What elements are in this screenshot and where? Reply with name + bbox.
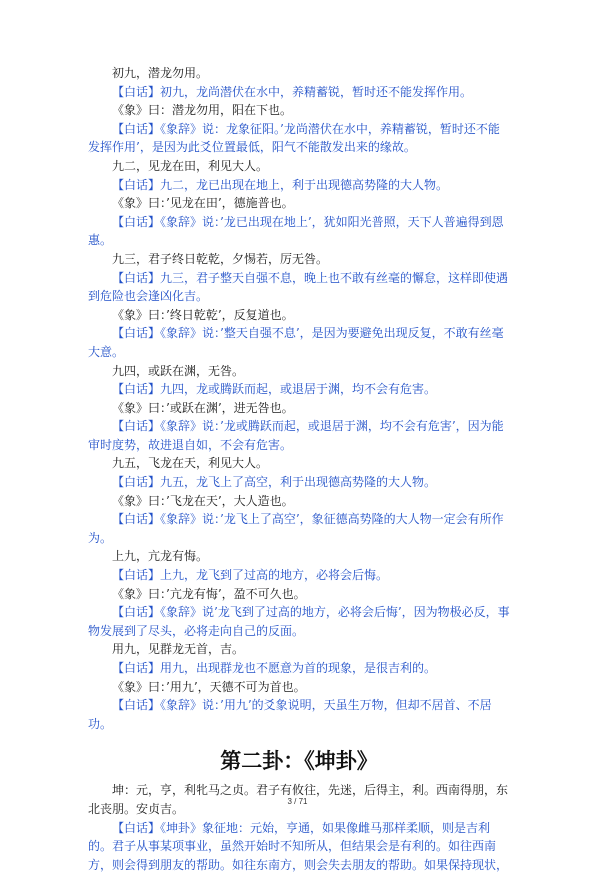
classic-text-paragraph: 初九，潜龙勿用。 [112, 66, 209, 80]
classic-text-paragraph: 《象》曰：’用九’，天德不可为首也。 [112, 679, 306, 694]
classic-text-paragraph: 九五，飞龙在天，利见大人。 [112, 456, 269, 471]
hexagram-1-lines [88, 64, 510, 733]
commentary-paragraph: 【白话】《象辞》说：’龙已出现在地上’，犹如阳光普照，天下人普遍得到恩惠。 [88, 214, 504, 248]
classic-text-paragraph: 《象》曰：’亢龙有悔’，盈不可久也。 [112, 586, 306, 601]
commentary-paragraph: 【白话】九二，龙已出现在地上，利于出现德高势隆的大人物。 [112, 177, 449, 192]
page-number: 3 / 71 [287, 797, 308, 806]
classic-text-paragraph: 《象》曰：’终日乾乾’，反复道也。 [112, 307, 294, 322]
classic-text-paragraph: 坤：元，亨，利牝马之贞。君子有攸往，先迷，后得主，利。西南得朋，东北丧朋。安贞吉。 [88, 783, 509, 816]
page-body [88, 64, 510, 874]
commentary-paragraph: 【白话】九四，龙或腾跃而起，或退居于渊，均不会有危害。 [112, 382, 437, 397]
hexagram-2-text [88, 781, 510, 874]
commentary-paragraph: 【白话】初九，龙尚潜伏在水中，养精蓄锐，暂时还不能发挥作用。 [112, 84, 473, 99]
classic-text-paragraph: 九四，或跃在渊，无咎。 [112, 363, 245, 378]
commentary-paragraph: 【白话】《象辞》说：’龙飞上了高空’，象征德高势隆的大人物一定会有所作为。 [88, 512, 504, 545]
commentary-paragraph: 【白话】《坤卦》象征地：元始，亨通，如果像雌马那样柔顺，则是吉利的。君子从事某项事业，虽然开始时不知所从，但结果会是有利的。如往西南方，则会得到朋友的帮助。如往东南方，则会失去朋友的帮助。如果保持现状， [88, 820, 509, 872]
commentary-paragraph: 【白话】《象辞》说：’龙或腾跃而起，或退居于渊，均不会有危害’，因为能审时度势，故进退自如，不会有危害。 [88, 419, 504, 452]
classic-text-paragraph: 《象》曰：’或跃在渊’，进无咎也。 [112, 400, 294, 415]
commentary-paragraph: 【白话】九五，龙飞上了高空，利于出现德高势隆的大人物。 [112, 475, 437, 490]
commentary-paragraph: 【白话】《象辞》说：’用九’的爻象说明，天虽生万物，但却不居首、不居功。 [88, 698, 492, 731]
commentary-paragraph: 【白话】九三，君子整天自强不息，晚上也不敢有丝毫的懈怠，这样即使遇到危险也会逢凶化吉。 [88, 270, 509, 304]
classic-text-paragraph: 《象》曰：潜龙勿用，阳在下也。 [112, 103, 293, 118]
classic-text-paragraph: 《象》曰：’见龙在田’，德施普也。 [112, 196, 294, 211]
section-heading: 第二卦：《坤卦》 [220, 748, 378, 774]
commentary-paragraph: 【白话】上九，龙飞到了过高的地方，必将会后悔。 [112, 568, 389, 583]
classic-text-paragraph: 《象》曰：’飞龙在天’，大人造也。 [112, 493, 294, 508]
commentary-paragraph: 【白话】《象辞》说：龙象征阳。’龙尚潜伏在水中，养精蓄锐，暂时还不能发挥作用’，是因为此爻位置最低，阳气不能散发出来的缘故。 [88, 121, 500, 155]
commentary-paragraph: 【白话】《象辞》说’龙飞到了过高的地方，必将会后悔’，因为物极必反，事物发展到了尽头，必将走向自己的反面。 [88, 605, 510, 638]
classic-text-paragraph: 九二，见龙在田，利见大人。 [112, 158, 269, 173]
classic-text-paragraph: 用九，见群龙无首，吉。 [112, 642, 245, 657]
classic-text-paragraph: 九三，君子终日乾乾，夕惕若，厉无咎。 [112, 251, 329, 266]
commentary-paragraph: 【白话】用九，出现群龙也不愿意为首的现象，是很吉利的。 [112, 661, 437, 675]
commentary-paragraph: 【白话】《象辞》说：’整天自强不息’，是因为要避免出现反复，不敢有丝毫大意。 [88, 326, 504, 359]
classic-text-paragraph: 上九，亢龙有悔。 [112, 549, 209, 564]
